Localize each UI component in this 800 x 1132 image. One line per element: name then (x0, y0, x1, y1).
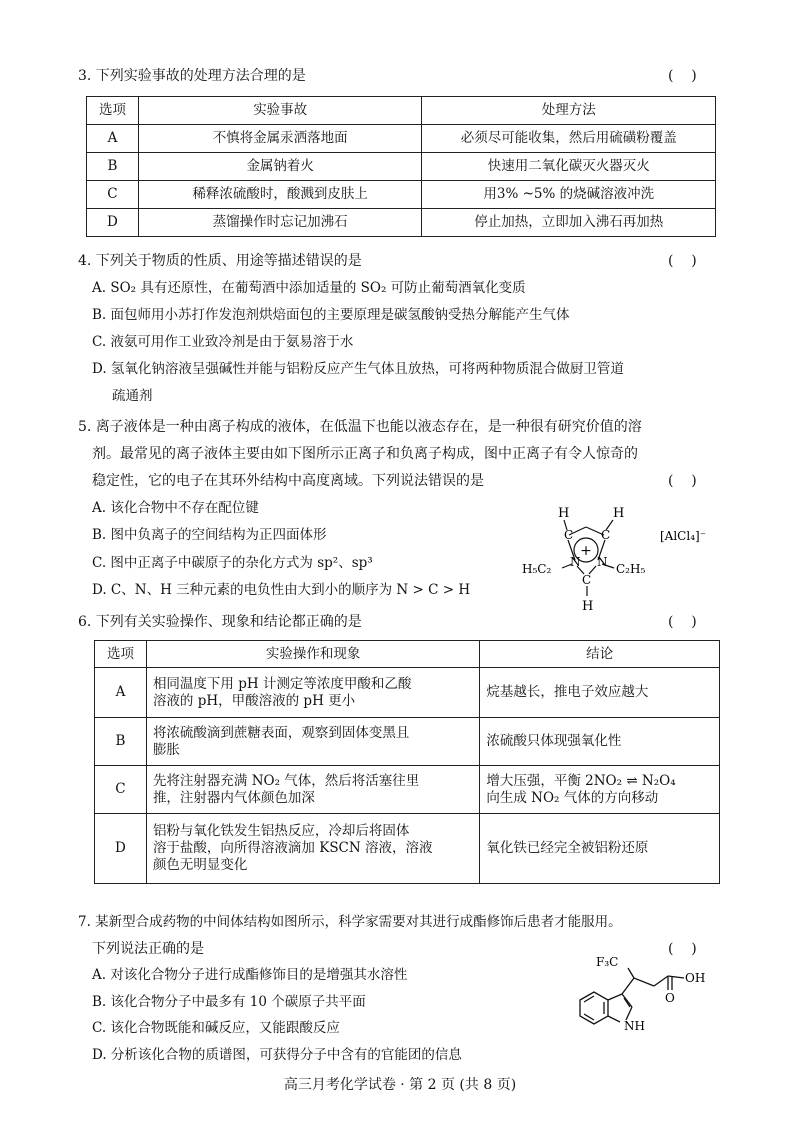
q3-row-d-option: D (87, 209, 139, 237)
q3-header-method: 处理方法 (422, 97, 716, 125)
q3-row-c-option: C (87, 181, 139, 209)
q7-answer-paren: ( ) (668, 941, 697, 957)
nh-label: NH (624, 1019, 645, 1033)
q5-stem-line-3: 稳定性，它的电子在其环外结构中高度离域。下列说法错误的是 (92, 473, 484, 489)
q5-answer-paren: ( ) (668, 473, 697, 489)
q6-header-operation: 实验操作和现象 (146, 641, 479, 668)
oh-label: OH (685, 971, 706, 985)
q3-header-option: 选项 (87, 97, 139, 125)
q6-row-a-conclusion: 烷基越长，推电子效应越大 (480, 668, 720, 718)
q3-table (86, 96, 716, 237)
q3-row-a-method: 必须尽可能收集，然后用硫磺粉覆盖 (422, 125, 716, 153)
h-atom-top-left: H (558, 506, 570, 521)
q4-option-d-cont: 疏通剂 (112, 388, 153, 404)
q7-stem-line-1: 7. 某新型合成药物的中间体结构如图所示，科学家需要对其进行成酯修饰后患者才能服用。 (78, 914, 622, 930)
q6-row-c-operation-line-2: 推，注射器内气体颜色加深 (152, 789, 315, 806)
q6-row-d-operation-line-1: 铝粉与氧化铁发生铝热反应，冷却后将固体 (152, 823, 410, 840)
q6-row-b-operation-line-1: 将浓硫酸滴到蔗糖表面，观察到固体变黑且 (152, 724, 410, 741)
q6-row-a-option: A (95, 668, 147, 718)
c-atom-right: C (601, 528, 611, 542)
positive-charge-label: + (580, 543, 592, 559)
indole-compound-structure-figure (568, 950, 748, 1046)
q6-row-d-operation-line-2: 溶于盐酸，向所得溶液滴加 KSCN 溶液，溶液 (152, 840, 433, 857)
q6-row-c-conclusion-line-1: 增大压强，平衡 2NO₂ ⇌ N₂O₄ (486, 772, 676, 789)
q4-answer-paren: ( ) (668, 253, 697, 269)
q6-header-conclusion: 结论 (480, 641, 720, 668)
c-atom-bottom: C (582, 573, 592, 587)
q5-option-d: D. C、N、H 三种元素的电负性由大到小的顺序为 N > C > H (92, 582, 471, 598)
q3-header-accident: 实验事故 (138, 97, 422, 125)
n-atom-left: N (570, 555, 581, 569)
c-atom-left: C (564, 528, 574, 542)
q6-row-c-option: C (95, 766, 147, 814)
q3-row-c-method: 用3% ~5% 的烧碱溶液冲洗 (422, 181, 716, 209)
q6-row-c-conclusion (480, 766, 720, 814)
q3-row-a-accident: 不慎将金属汞洒落地面 (138, 125, 422, 153)
q6-stem: 6. 下列有关实验操作、现象和结论都正确的是 (78, 614, 362, 630)
q6-row-c-operation (146, 766, 479, 814)
ethyl-right-label: C₂H₅ (616, 562, 646, 576)
q6-row-d-option: D (95, 814, 147, 884)
q6-row-a-operation (146, 668, 479, 718)
q5-option-a: A. 该化合物中不存在配位键 (92, 500, 259, 516)
q7-option-b: B. 该化合物分子中最多有 10 个碳原子共平面 (92, 994, 366, 1010)
q5-stem-line-2: 剂。最常见的离子液体主要由如下图所示正离子和负离子构成，图中正离子有令人惊奇的 (92, 446, 638, 462)
q4-option-b: B. 面包师用小苏打作发泡剂烘焙面包的主要原理是碳氢酸钠受热分解能产生气体 (92, 307, 570, 323)
q5-stem-line-1: 5. 离子液体是一种由离子构成的液体，在低温下也能以液态存在，是一种很有研究价值的溶 (78, 419, 642, 435)
q4-option-d: D. 氢氧化钠溶液呈强碱性并能与铝粉反应产生气体且放热，可将两种物质混合做厨卫管道 (92, 361, 624, 377)
q6-row-b-option: B (95, 718, 147, 766)
n-atom-right: N (597, 555, 608, 569)
q6-row-b-operation (146, 718, 479, 766)
q6-row-d-operation (146, 814, 479, 884)
q7-option-c: C. 该化合物既能和碱反应，又能跟酸反应 (92, 1020, 340, 1036)
q6-header-option: 选项 (95, 641, 147, 668)
ethyl-left-label: H₅C₂ (522, 562, 552, 576)
q4-option-c: C. 液氨可用作工业致冷剂是由于氨易溶于水 (92, 334, 354, 350)
carbonyl-o-label: O (665, 991, 675, 1005)
q7-option-a: A. 对该化合物分子进行成酯修饰目的是增强其水溶性 (92, 967, 408, 983)
q3-row-a-option: A (87, 125, 139, 153)
q3-row-b-accident: 金属钠着火 (138, 153, 422, 181)
q6-answer-paren: ( ) (668, 614, 697, 630)
q6-row-c-operation-line-1: 先将注射器充满 NO₂ 气体，然后将活塞往里 (152, 772, 420, 789)
h-atom-top-right: H (613, 506, 625, 521)
q3-row-c-accident: 稀释浓硫酸时，酸溅到皮肤上 (138, 181, 422, 209)
q7-stem-line-2: 下列说法正确的是 (92, 941, 204, 957)
imidazolium-structure-figure (520, 500, 720, 616)
q3-answer-paren: ( ) (668, 68, 697, 84)
q5-option-b: B. 图中负离子的空间结构为正四面体形 (92, 527, 327, 543)
q3-row-b-option: B (87, 153, 139, 181)
q3-row-d-accident: 蒸馏操作时忘记加沸石 (138, 209, 422, 237)
q3-row-b-method: 快速用二氧化碳灭火器灭火 (422, 153, 716, 181)
cf3-label: F₃C (596, 955, 619, 969)
q4-option-a: A. SO₂ 具有还原性，在葡萄酒中添加适量的 SO₂ 可防止葡萄酒氧化变质 (92, 280, 526, 296)
q7-option-d: D. 分析该化合物的质谱图，可获得分子中含有的官能团的信息 (92, 1047, 462, 1063)
q6-row-b-operation-line-2: 膨胀 (152, 741, 180, 758)
q3-row-d-method: 停止加热，立即加入沸石再加热 (422, 209, 716, 237)
q6-row-d-operation-line-3: 颜色无明显变化 (152, 856, 248, 873)
q6-row-b-conclusion: 浓硫酸只体现强氧化性 (480, 718, 720, 766)
q6-row-a-operation-line-2: 溶液的 pH，甲酸溶液的 pH 更小 (152, 692, 356, 709)
q6-row-a-operation-line-1: 相同温度下用 pH 计测定等浓度甲酸和乙酸 (152, 675, 412, 692)
q6-table (94, 640, 720, 884)
q6-row-c-conclusion-line-2: 向生成 NO₂ 气体的方向移动 (486, 789, 659, 806)
page-footer: 高三月考化学试卷 · 第 2 页 (共 8 页) (283, 1077, 517, 1093)
q3-stem: 3. 下列实验事故的处理方法合理的是 (78, 68, 306, 84)
h-atom-bottom: H (582, 599, 594, 614)
q4-stem: 4. 下列关于物质的性质、用途等描述错误的是 (78, 253, 362, 269)
anion-label: [AlCl₄]⁻ (660, 529, 707, 543)
q6-row-d-conclusion: 氧化铁已经完全被铝粉还原 (480, 814, 720, 884)
q5-option-c: C. 图中正离子中碳原子的杂化方式为 sp²、sp³ (92, 555, 373, 571)
